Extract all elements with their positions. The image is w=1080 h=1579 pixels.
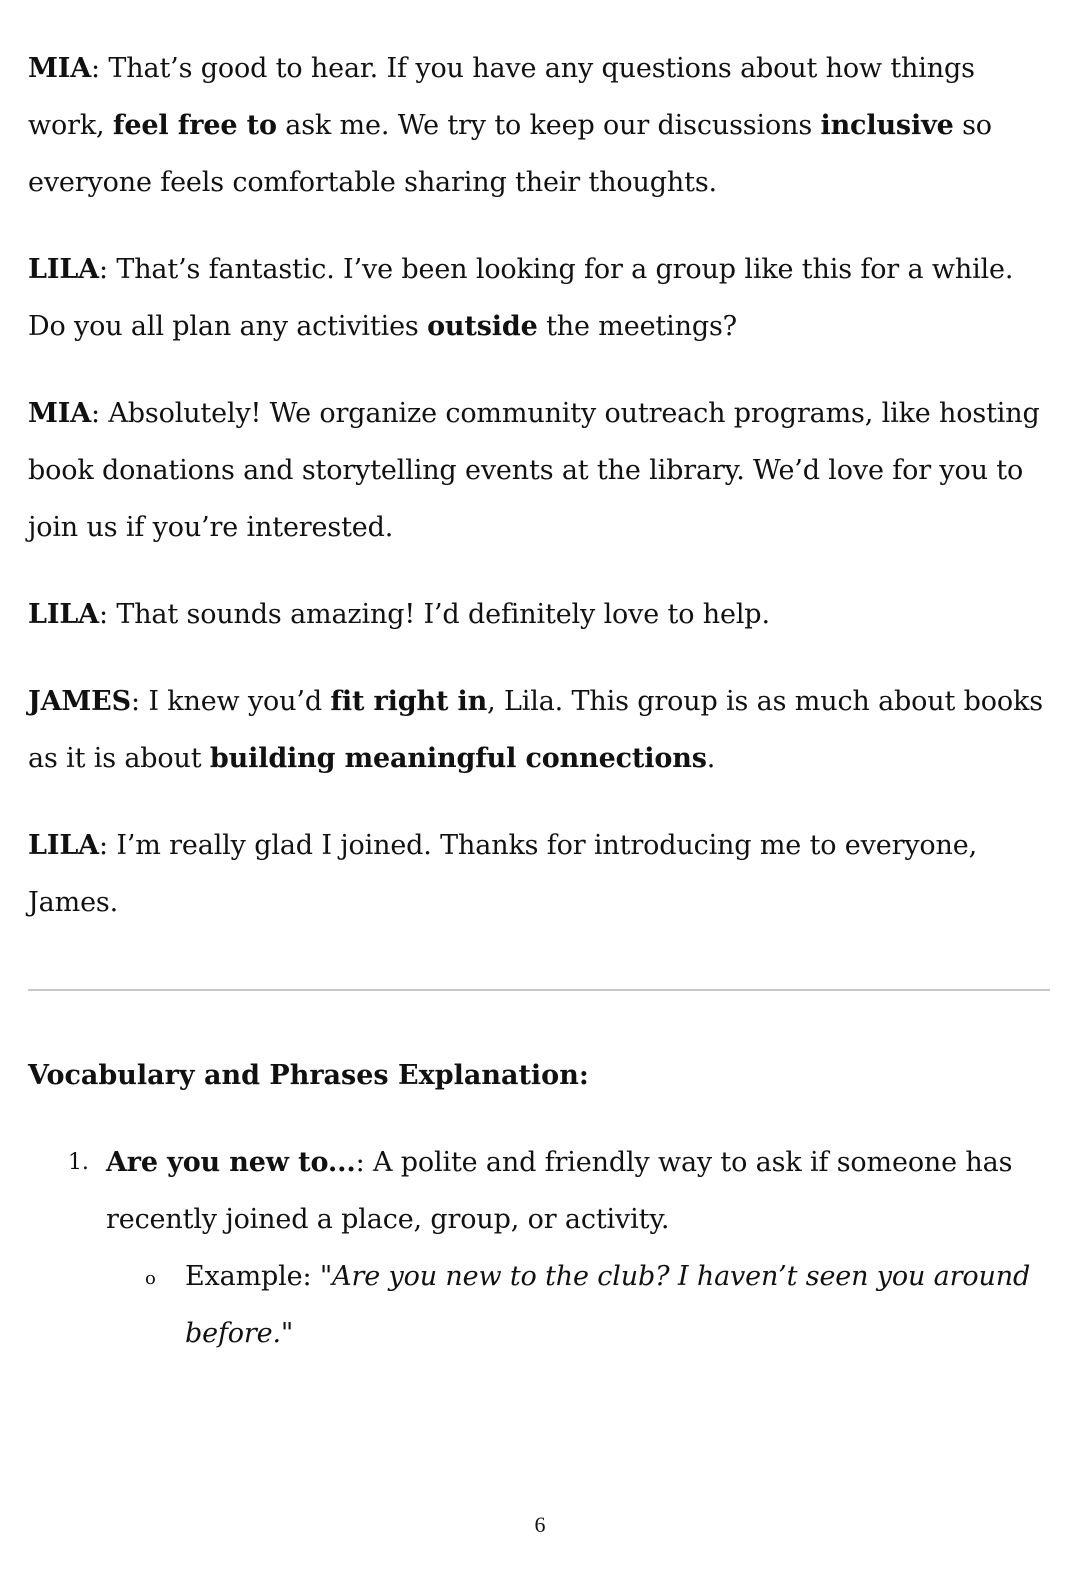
example-sentence: "Are you new to the club? I haven’t seen you around before." xyxy=(185,1261,1031,1349)
dialogue-line xyxy=(28,385,1058,556)
example-label: Example: xyxy=(185,1261,320,1292)
dialogue-line xyxy=(28,586,1058,643)
key-phrase: fit right in xyxy=(330,686,488,717)
dialogue xyxy=(28,40,1058,931)
dialogue-line xyxy=(28,241,1058,355)
dialogue-line xyxy=(28,673,1058,787)
dialogue-text: : I’m really glad I joined. Thanks for introducing me to everyone, James. xyxy=(28,830,978,918)
dialogue-text: so everyone feels comfortable sharing their thoughts. xyxy=(28,110,992,198)
dialogue-text: the meetings? xyxy=(537,311,737,342)
vocabulary-term: Are you new to... xyxy=(106,1147,356,1178)
dialogue-text: : I knew you’d xyxy=(130,686,331,717)
dialogue-line xyxy=(28,817,1058,931)
dialogue-text: : That’s good to hear. If you have any questions about how things work, xyxy=(28,53,975,141)
vocabulary-heading: Vocabulary and Phrases Explanation: xyxy=(28,1060,589,1091)
speaker-name: JAMES xyxy=(28,686,131,717)
key-phrase: building meaningful connections xyxy=(209,743,707,774)
dialogue-text: : That’s fantastic. I’ve been looking for a group like this for a while. Do you all plan any activities xyxy=(28,254,1014,342)
speaker-name: LILA xyxy=(28,599,99,630)
dialogue-line xyxy=(28,40,1058,211)
example-item xyxy=(28,1248,1058,1362)
dialogue-text: : That sounds amazing! I’d definitely love to help. xyxy=(98,599,770,630)
circle-bullet-icon: o xyxy=(145,1268,156,1289)
speaker-name: MIA xyxy=(28,53,92,84)
dialogue-text: : Absolutely! We organize community outreach programs, like hosting book donations and storytelling events at the library. We’d love for you to join us if you’re interested. xyxy=(28,398,1040,543)
key-phrase: outside xyxy=(427,311,538,342)
speaker-name: MIA xyxy=(28,398,92,429)
vocabulary-item xyxy=(28,1134,1058,1248)
key-phrase: inclusive xyxy=(820,110,954,141)
item-number: 1. xyxy=(68,1150,89,1175)
page-number: 6 xyxy=(534,1512,546,1537)
speaker-name: LILA xyxy=(28,254,99,285)
document-page xyxy=(28,40,1058,1362)
dialogue-text: , Lila. This group is as much about books as it is about xyxy=(28,686,1043,774)
speaker-name: LILA xyxy=(28,830,99,861)
dialogue-text: . xyxy=(706,743,716,774)
dialogue-text: ask me. We try to keep our discussions xyxy=(276,110,821,141)
vocabulary-definition: : A polite and friendly way to ask if someone has recently joined a place, group, or activity. xyxy=(106,1147,1013,1235)
key-phrase: feel free to xyxy=(112,110,277,141)
section-divider xyxy=(28,989,1050,991)
